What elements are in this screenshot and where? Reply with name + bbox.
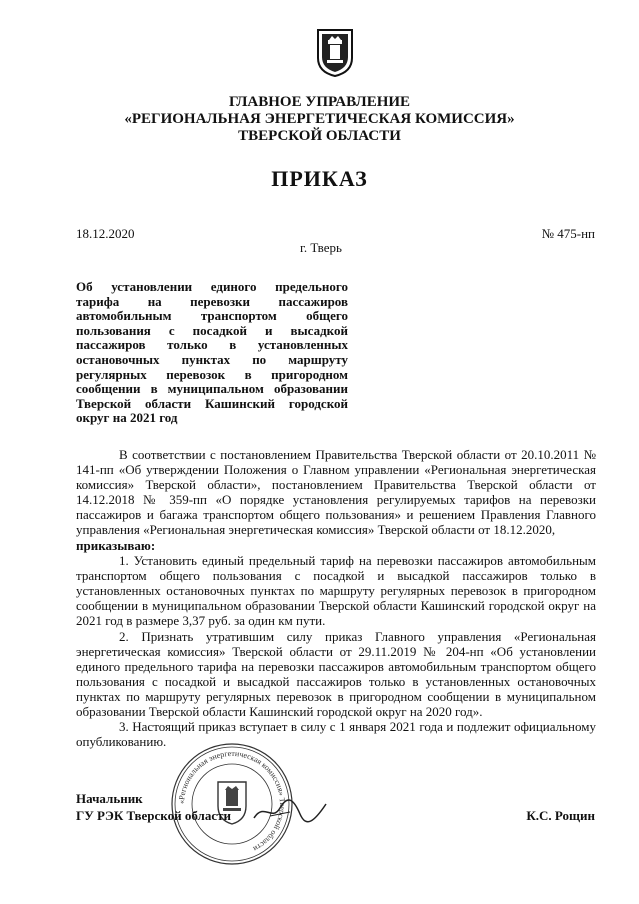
seal-circular-text: «Региональная энергетическая комиссия» Тверской области (176, 748, 288, 854)
document-title: ПРИКАЗ (271, 166, 368, 191)
handwritten-signature (250, 796, 330, 826)
document-city: г. Тверь (300, 240, 342, 255)
document-number: № 475-нп (541, 226, 595, 241)
signatory-position (76, 790, 231, 824)
agency-name-line2: «РЕГИОНАЛЬНАЯ ЭНЕРГЕТИЧЕСКАЯ КОМИССИЯ» (124, 111, 515, 127)
order-word: приказываю: (76, 538, 156, 553)
order-item-2: 2. Признать утратившим силу приказ Главного управления «Региональная энергетическая комиссия» Тверской области от 29.11.2019 № 204-нп «Об установлении единого предельного тарифа на перевозки пассажиров автомобильным транспортом общего пользования с посадкой и высадкой пассажиров только в установленных остановочных пунктах по маршруту регулярных перевозок в пригородном сообщении в муниципальном образовании Тверской области Кашинский городской округ на 2020 год». (76, 629, 596, 720)
document-date: 18.12.2020 (76, 226, 135, 241)
agency-name-line1: ГЛАВНОЕ УПРАВЛЕНИЕ (228, 94, 411, 110)
signatory-name: К.С. Рощин (526, 808, 595, 823)
signatory-position-line1: Начальник (76, 791, 143, 806)
preamble-paragraph: В соответствии с постановлением Правительства Тверской области от 20.10.2011 № 141-пп «Об утверждении Положения о Главном управлении «Региональная энергетическая комиссия» Тверской области», постановлением Правительства Тверской области от 14.12.2018 № 359-пп «О порядке установления регулируемых тарифов на перевозки пассажиров и багажа транспортом общего пользования» и решением Правления Главного управления «Региональная энергетическая комиссия» Тверской области от 18.12.2020, (76, 447, 596, 538)
order-item-3: 3. Настоящий приказ вступает в силу с 1 января 2021 года и подлежит официальному опубликованию. (76, 719, 596, 750)
document-subject: Об установлении единого предельного тарифа на перевозки пассажиров автомобильным транспортом общего пользования с посадкой и высадкой пассажиров только в установленных остановочных пунктах по маршруту регулярных перевозок в пригородном сообщении в муниципальном образовании Тверской области Кашинский городской округ на 2021 год (76, 279, 348, 426)
order-item-1: 1. Установить единый предельный тариф на перевозки пассажиров автомобильным транспортом общего пользования с посадкой и высадкой пассажиров только в установленных остановочных пунктах по маршруту регулярных перевозок в пригородном сообщении в муниципальном образовании Тверской области Кашинский городской округ на 2021 год в размере 3,37 руб. за один км пути. (76, 553, 596, 629)
agency-name-line3: ТВЕРСКОЙ ОБЛАСТИ (238, 128, 401, 144)
coat-of-arms-emblem (316, 28, 354, 78)
signatory-position-line2: ГУ РЭК Тверской области (76, 808, 231, 823)
